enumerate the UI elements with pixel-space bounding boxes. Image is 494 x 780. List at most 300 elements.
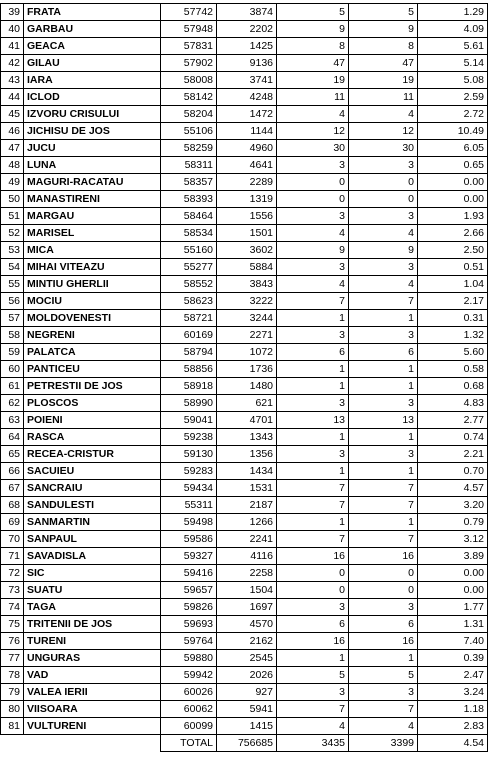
percent-cell: 2.83 (418, 718, 488, 735)
siruta-code-cell: 60026 (161, 684, 217, 701)
count-b-cell: 0 (349, 191, 418, 208)
percent-cell: 0.70 (418, 463, 488, 480)
population-cell: 1343 (217, 429, 277, 446)
count-b-cell: 7 (349, 480, 418, 497)
count-b-cell: 9 (349, 21, 418, 38)
population-cell: 5941 (217, 701, 277, 718)
locality-name-cell: MARISEL (24, 225, 161, 242)
table-body (1, 4, 488, 735)
siruta-code-cell: 55277 (161, 259, 217, 276)
population-cell: 4116 (217, 548, 277, 565)
count-a-cell: 5 (277, 4, 349, 21)
locality-name-cell: ICLOD (24, 89, 161, 106)
count-a-cell: 3 (277, 157, 349, 174)
population-cell: 4960 (217, 140, 277, 157)
locality-name-cell: GARBAU (24, 21, 161, 38)
population-cell: 1144 (217, 123, 277, 140)
count-b-cell: 1 (349, 514, 418, 531)
percent-cell: 3.24 (418, 684, 488, 701)
siruta-code-cell: 59880 (161, 650, 217, 667)
locality-name-cell: MAGURI-RACATAU (24, 174, 161, 191)
table-row (1, 140, 488, 157)
row-index-cell: 46 (1, 123, 24, 140)
count-a-cell: 1 (277, 429, 349, 446)
count-a-cell: 8 (277, 38, 349, 55)
siruta-code-cell: 58794 (161, 344, 217, 361)
table-row (1, 616, 488, 633)
locality-name-cell: PLOSCOS (24, 395, 161, 412)
siruta-code-cell: 55160 (161, 242, 217, 259)
percent-cell: 2.50 (418, 242, 488, 259)
row-index-cell: 58 (1, 327, 24, 344)
row-index-cell: 56 (1, 293, 24, 310)
locality-name-cell: MICA (24, 242, 161, 259)
count-a-cell: 4 (277, 106, 349, 123)
population-cell: 1472 (217, 106, 277, 123)
percent-cell: 5.08 (418, 72, 488, 89)
locality-name-cell: RASCA (24, 429, 161, 446)
count-a-cell: 4 (277, 276, 349, 293)
locality-name-cell: SIC (24, 565, 161, 582)
population-cell: 1072 (217, 344, 277, 361)
count-a-cell: 7 (277, 531, 349, 548)
blank-cell (24, 735, 161, 752)
percent-cell: 0.00 (418, 565, 488, 582)
table-row (1, 4, 488, 21)
siruta-code-cell: 58990 (161, 395, 217, 412)
locality-name-cell: TURENI (24, 633, 161, 650)
count-b-cell: 9 (349, 242, 418, 259)
row-index-cell: 54 (1, 259, 24, 276)
count-b-cell: 3 (349, 208, 418, 225)
siruta-code-cell: 58534 (161, 225, 217, 242)
count-a-cell: 16 (277, 633, 349, 650)
row-index-cell: 65 (1, 446, 24, 463)
count-a-cell: 6 (277, 344, 349, 361)
table-row (1, 293, 488, 310)
siruta-code-cell: 59238 (161, 429, 217, 446)
table-row (1, 412, 488, 429)
population-cell: 1736 (217, 361, 277, 378)
row-index-cell: 57 (1, 310, 24, 327)
table-row (1, 72, 488, 89)
percent-cell: 0.79 (418, 514, 488, 531)
percent-cell: 4.57 (418, 480, 488, 497)
population-cell: 9136 (217, 55, 277, 72)
total-a-cell: 3435 (277, 735, 349, 752)
population-cell: 927 (217, 684, 277, 701)
table-row (1, 327, 488, 344)
table-row (1, 514, 488, 531)
count-b-cell: 7 (349, 497, 418, 514)
percent-cell: 5.60 (418, 344, 488, 361)
locality-name-cell: MARGAU (24, 208, 161, 225)
siruta-code-cell: 57831 (161, 38, 217, 55)
count-b-cell: 0 (349, 565, 418, 582)
percent-cell: 3.20 (418, 497, 488, 514)
count-a-cell: 0 (277, 191, 349, 208)
count-b-cell: 1 (349, 361, 418, 378)
siruta-code-cell: 58311 (161, 157, 217, 174)
count-b-cell: 3 (349, 157, 418, 174)
locality-name-cell: TRITENII DE JOS (24, 616, 161, 633)
count-b-cell: 3 (349, 259, 418, 276)
row-index-cell: 59 (1, 344, 24, 361)
percent-cell: 3.12 (418, 531, 488, 548)
population-cell: 3874 (217, 4, 277, 21)
count-a-cell: 7 (277, 497, 349, 514)
percent-cell: 0.51 (418, 259, 488, 276)
population-cell: 2545 (217, 650, 277, 667)
locality-name-cell: IARA (24, 72, 161, 89)
table-row (1, 701, 488, 718)
population-cell: 2187 (217, 497, 277, 514)
count-b-cell: 3 (349, 599, 418, 616)
siruta-code-cell: 58721 (161, 310, 217, 327)
count-b-cell: 1 (349, 429, 418, 446)
percent-cell: 7.40 (418, 633, 488, 650)
locality-name-cell: MINTIU GHERLII (24, 276, 161, 293)
count-a-cell: 1 (277, 463, 349, 480)
siruta-code-cell: 55106 (161, 123, 217, 140)
population-cell: 4701 (217, 412, 277, 429)
table-row (1, 55, 488, 72)
total-b-cell: 3399 (349, 735, 418, 752)
count-b-cell: 6 (349, 616, 418, 633)
siruta-code-cell: 59764 (161, 633, 217, 650)
row-index-cell: 80 (1, 701, 24, 718)
table-row (1, 361, 488, 378)
siruta-code-cell: 59041 (161, 412, 217, 429)
population-cell: 4248 (217, 89, 277, 106)
row-index-cell: 60 (1, 361, 24, 378)
count-b-cell: 11 (349, 89, 418, 106)
percent-cell: 4.83 (418, 395, 488, 412)
row-index-cell: 70 (1, 531, 24, 548)
population-cell: 1480 (217, 378, 277, 395)
count-b-cell: 47 (349, 55, 418, 72)
percent-cell: 1.93 (418, 208, 488, 225)
count-a-cell: 4 (277, 718, 349, 735)
population-cell: 3244 (217, 310, 277, 327)
population-cell: 621 (217, 395, 277, 412)
row-index-cell: 55 (1, 276, 24, 293)
row-index-cell: 74 (1, 599, 24, 616)
population-cell: 1356 (217, 446, 277, 463)
locality-name-cell: SAVADISLA (24, 548, 161, 565)
count-a-cell: 0 (277, 174, 349, 191)
locality-name-cell: MANASTIRENI (24, 191, 161, 208)
row-index-cell: 44 (1, 89, 24, 106)
percent-cell: 5.61 (418, 38, 488, 55)
table-row (1, 633, 488, 650)
count-b-cell: 16 (349, 633, 418, 650)
percent-cell: 0.65 (418, 157, 488, 174)
count-a-cell: 47 (277, 55, 349, 72)
count-b-cell: 3 (349, 395, 418, 412)
count-a-cell: 3 (277, 259, 349, 276)
siruta-code-cell: 60169 (161, 327, 217, 344)
percent-cell: 2.17 (418, 293, 488, 310)
count-b-cell: 16 (349, 548, 418, 565)
locality-name-cell: JUCU (24, 140, 161, 157)
percent-cell: 2.47 (418, 667, 488, 684)
population-cell: 2162 (217, 633, 277, 650)
population-cell: 4641 (217, 157, 277, 174)
percent-cell: 1.18 (418, 701, 488, 718)
population-cell: 1425 (217, 38, 277, 55)
count-b-cell: 1 (349, 463, 418, 480)
count-a-cell: 1 (277, 514, 349, 531)
row-index-cell: 69 (1, 514, 24, 531)
count-a-cell: 0 (277, 582, 349, 599)
count-b-cell: 6 (349, 344, 418, 361)
table-row (1, 667, 488, 684)
percent-cell: 2.21 (418, 446, 488, 463)
count-b-cell: 4 (349, 106, 418, 123)
row-index-cell: 39 (1, 4, 24, 21)
locality-name-cell: SANCRAIU (24, 480, 161, 497)
row-index-cell: 75 (1, 616, 24, 633)
percent-cell: 3.89 (418, 548, 488, 565)
percent-cell: 0.39 (418, 650, 488, 667)
row-index-cell: 43 (1, 72, 24, 89)
count-a-cell: 7 (277, 480, 349, 497)
siruta-code-cell: 59130 (161, 446, 217, 463)
siruta-code-cell: 59416 (161, 565, 217, 582)
table-row (1, 259, 488, 276)
table-row (1, 276, 488, 293)
count-a-cell: 9 (277, 21, 349, 38)
population-cell: 1266 (217, 514, 277, 531)
table-row (1, 106, 488, 123)
locality-name-cell: TAGA (24, 599, 161, 616)
table-row (1, 582, 488, 599)
population-cell: 1531 (217, 480, 277, 497)
population-cell: 3741 (217, 72, 277, 89)
locality-name-cell: JICHISU DE JOS (24, 123, 161, 140)
count-b-cell: 3 (349, 327, 418, 344)
percent-cell: 10.49 (418, 123, 488, 140)
siruta-code-cell: 58623 (161, 293, 217, 310)
count-b-cell: 19 (349, 72, 418, 89)
locality-name-cell: PETRESTII DE JOS (24, 378, 161, 395)
row-index-cell: 62 (1, 395, 24, 412)
siruta-code-cell: 59826 (161, 599, 217, 616)
locality-name-cell: LUNA (24, 157, 161, 174)
percent-cell: 1.31 (418, 616, 488, 633)
row-index-cell: 45 (1, 106, 24, 123)
siruta-code-cell: 58393 (161, 191, 217, 208)
locality-name-cell: UNGURAS (24, 650, 161, 667)
table-row (1, 123, 488, 140)
count-b-cell: 7 (349, 531, 418, 548)
siruta-code-cell: 55311 (161, 497, 217, 514)
total-row (1, 735, 488, 752)
count-b-cell: 3 (349, 684, 418, 701)
locality-name-cell: GEACA (24, 38, 161, 55)
population-cell: 2271 (217, 327, 277, 344)
table-row (1, 38, 488, 55)
count-a-cell: 1 (277, 361, 349, 378)
table-row (1, 310, 488, 327)
count-a-cell: 3 (277, 684, 349, 701)
table-row (1, 446, 488, 463)
locality-name-cell: GILAU (24, 55, 161, 72)
table-row (1, 89, 488, 106)
siruta-code-cell: 59657 (161, 582, 217, 599)
siruta-code-cell: 58204 (161, 106, 217, 123)
siruta-code-cell: 59283 (161, 463, 217, 480)
population-cell: 1319 (217, 191, 277, 208)
locality-name-cell: IZVORU CRISULUI (24, 106, 161, 123)
row-index-cell: 48 (1, 157, 24, 174)
row-index-cell: 73 (1, 582, 24, 599)
siruta-code-cell: 59586 (161, 531, 217, 548)
count-b-cell: 4 (349, 276, 418, 293)
row-index-cell: 66 (1, 463, 24, 480)
siruta-code-cell: 59327 (161, 548, 217, 565)
table-row (1, 531, 488, 548)
siruta-code-cell: 57948 (161, 21, 217, 38)
table-row (1, 650, 488, 667)
row-index-cell: 50 (1, 191, 24, 208)
count-a-cell: 5 (277, 667, 349, 684)
table-row (1, 429, 488, 446)
table-row (1, 157, 488, 174)
table-row (1, 548, 488, 565)
percent-cell: 2.72 (418, 106, 488, 123)
row-index-cell: 67 (1, 480, 24, 497)
population-cell: 1556 (217, 208, 277, 225)
siruta-code-cell: 59434 (161, 480, 217, 497)
count-a-cell: 13 (277, 412, 349, 429)
count-b-cell: 4 (349, 225, 418, 242)
population-cell: 1434 (217, 463, 277, 480)
locality-name-cell: MOLDOVENESTI (24, 310, 161, 327)
count-b-cell: 13 (349, 412, 418, 429)
siruta-code-cell: 58918 (161, 378, 217, 395)
percent-cell: 4.09 (418, 21, 488, 38)
count-a-cell: 12 (277, 123, 349, 140)
count-a-cell: 4 (277, 225, 349, 242)
population-cell: 3602 (217, 242, 277, 259)
percent-cell: 0.00 (418, 174, 488, 191)
row-index-cell: 63 (1, 412, 24, 429)
siruta-code-cell: 58856 (161, 361, 217, 378)
count-b-cell: 1 (349, 650, 418, 667)
percent-cell: 0.31 (418, 310, 488, 327)
locality-name-cell: FRATA (24, 4, 161, 21)
locality-name-cell: VIISOARA (24, 701, 161, 718)
population-cell: 3843 (217, 276, 277, 293)
percent-cell: 2.59 (418, 89, 488, 106)
count-a-cell: 7 (277, 701, 349, 718)
siruta-code-cell: 58142 (161, 89, 217, 106)
siruta-code-cell: 57742 (161, 4, 217, 21)
total-label: TOTAL (161, 735, 217, 752)
count-b-cell: 7 (349, 701, 418, 718)
row-index-cell: 40 (1, 21, 24, 38)
table-row (1, 480, 488, 497)
population-cell: 5884 (217, 259, 277, 276)
count-a-cell: 1 (277, 378, 349, 395)
population-cell: 2202 (217, 21, 277, 38)
table-row (1, 497, 488, 514)
count-b-cell: 8 (349, 38, 418, 55)
total-pop-cell: 756685 (217, 735, 277, 752)
percent-cell: 2.77 (418, 412, 488, 429)
locality-name-cell: POIENI (24, 412, 161, 429)
population-cell: 2241 (217, 531, 277, 548)
table-row (1, 684, 488, 701)
percent-cell: 1.04 (418, 276, 488, 293)
count-a-cell: 16 (277, 548, 349, 565)
locality-name-cell: SUATU (24, 582, 161, 599)
row-index-cell: 47 (1, 140, 24, 157)
row-index-cell: 51 (1, 208, 24, 225)
count-a-cell: 9 (277, 242, 349, 259)
table-row (1, 378, 488, 395)
row-index-cell: 53 (1, 242, 24, 259)
siruta-code-cell: 58357 (161, 174, 217, 191)
siruta-code-cell: 57902 (161, 55, 217, 72)
table-row (1, 565, 488, 582)
locality-name-cell: MIHAI VITEAZU (24, 259, 161, 276)
row-index-cell: 49 (1, 174, 24, 191)
row-index-cell: 64 (1, 429, 24, 446)
percent-cell: 1.77 (418, 599, 488, 616)
population-cell: 3222 (217, 293, 277, 310)
percent-cell: 0.00 (418, 191, 488, 208)
count-b-cell: 3 (349, 446, 418, 463)
table-row (1, 242, 488, 259)
siruta-code-cell: 59693 (161, 616, 217, 633)
row-index-cell: 76 (1, 633, 24, 650)
table-row (1, 463, 488, 480)
table-row (1, 21, 488, 38)
blank-cell (1, 735, 24, 752)
count-a-cell: 11 (277, 89, 349, 106)
row-index-cell: 79 (1, 684, 24, 701)
row-index-cell: 78 (1, 667, 24, 684)
percent-cell: 5.14 (418, 55, 488, 72)
population-cell: 2289 (217, 174, 277, 191)
percent-cell: 1.29 (418, 4, 488, 21)
table-row (1, 208, 488, 225)
table-row (1, 599, 488, 616)
count-a-cell: 3 (277, 395, 349, 412)
percent-cell: 0.00 (418, 582, 488, 599)
population-cell: 1415 (217, 718, 277, 735)
locality-name-cell: MOCIU (24, 293, 161, 310)
population-cell: 1697 (217, 599, 277, 616)
count-a-cell: 30 (277, 140, 349, 157)
percent-cell: 0.74 (418, 429, 488, 446)
count-a-cell: 6 (277, 616, 349, 633)
locality-name-cell: PANTICEU (24, 361, 161, 378)
row-index-cell: 72 (1, 565, 24, 582)
count-b-cell: 4 (349, 718, 418, 735)
locality-name-cell: SANDULESTI (24, 497, 161, 514)
percent-cell: 2.66 (418, 225, 488, 242)
population-cell: 2026 (217, 667, 277, 684)
count-b-cell: 5 (349, 667, 418, 684)
count-b-cell: 12 (349, 123, 418, 140)
row-index-cell: 61 (1, 378, 24, 395)
count-a-cell: 7 (277, 293, 349, 310)
row-index-cell: 42 (1, 55, 24, 72)
